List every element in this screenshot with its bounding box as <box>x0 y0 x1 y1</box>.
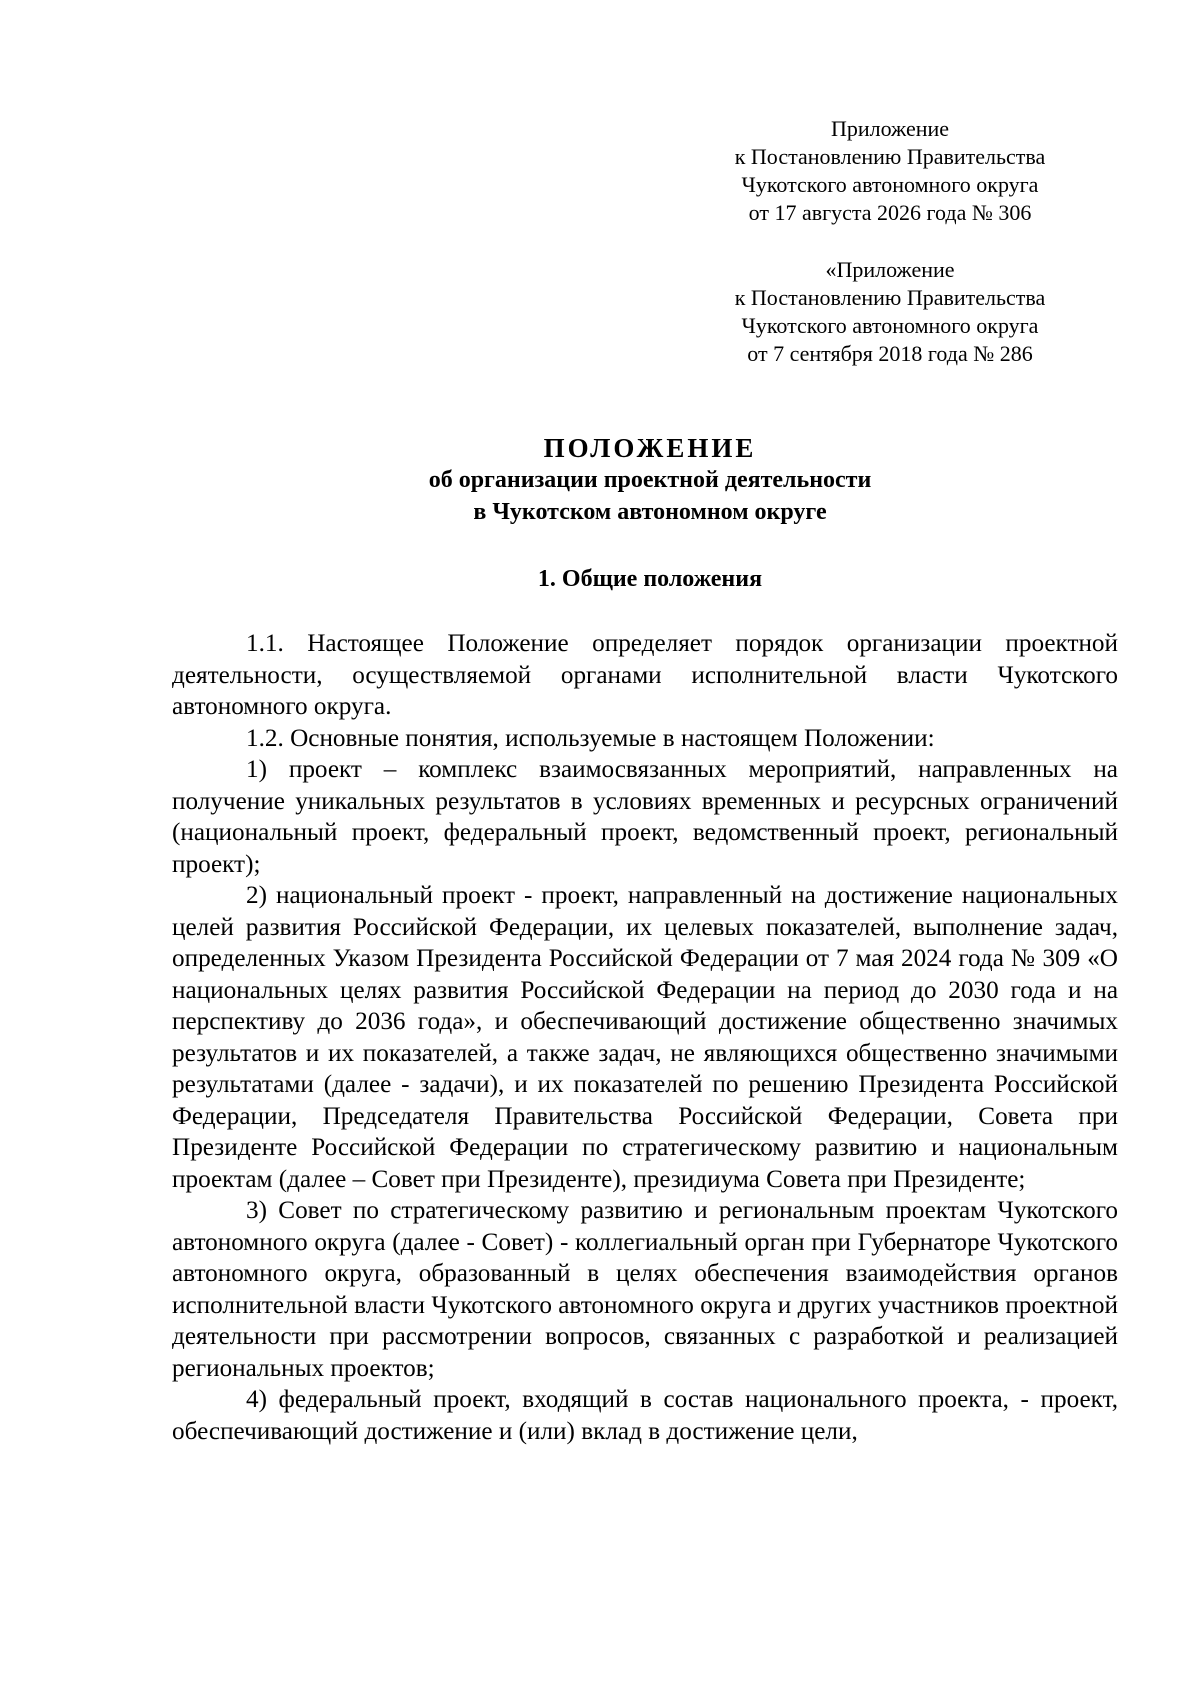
paragraph: 1.1. Настоящее Положение определяет порядок организации проектной деятельности, осуществляемой органами исполнительной власти Чукотского автономного округа. <box>172 630 1118 720</box>
attachment-line: от 7 сентября 2018 года № 286 <box>747 341 1033 366</box>
paragraph: 1.2. Основные понятия, используемые в настоящем Положении: <box>246 724 935 752</box>
title-subtitle-line: об организации проектной деятельности <box>428 467 872 493</box>
document-body <box>172 628 1118 1447</box>
attachment-line: к Постановлению Правительства <box>734 144 1046 169</box>
title-main: ПОЛОЖЕНИЕ <box>543 433 757 463</box>
attachment-line: от 17 августа 2026 года № 306 <box>748 200 1032 225</box>
attachment-header-current <box>690 115 1090 227</box>
attachment-line: Приложение <box>830 116 950 141</box>
attachment-header-previous <box>690 256 1090 368</box>
paragraph: 4) федеральный проект, входящий в состав национального проекта, - проект, обеспечивающий достижение и (или) вклад в достижение цели, <box>172 1386 1118 1445</box>
attachment-line: к Постановлению Правительства <box>734 285 1046 310</box>
paragraph: 1) проект – комплекс взаимосвязанных мероприятий, направленных на получение уникальных результатов в условиях временных и ресурсных ограничений (национальный проект, федеральный проект, ведомственный проект, региональный проект); <box>172 756 1118 878</box>
paragraph: 3) Совет по стратегическому развитию и региональным проектам Чукотского автономного округа (далее - Совет) - коллегиальный орган при Губернаторе Чукотского автономного округа, образованный в целях обеспечения взаимодействия органов исполнительной власти Чукотского автономного округа и других участников проектной деятельности при рассмотрении вопросов, связанных с разработкой и реализацией региональных проектов; <box>172 1197 1118 1382</box>
attachment-line: «Приложение <box>825 257 955 282</box>
attachment-line: Чукотского автономного округа <box>741 172 1039 197</box>
paragraph: 2) национальный проект - проект, направленный на достижение национальных целей развития Российской Федерации, их целевых показателей, выполнение задач, определенных Указом Президента Российской Федерации от 7 мая 2024 года № 309 «О национальных целях развития Российской Федерации на период до 2030 года и на перспективу до 2036 года», и обеспечивающий достижение общественно значимых результатов и их показателей, а также задач, не являющихся общественно значимыми результатами (далее - задачи), и их показателей по решению Президента Российской Федерации, Председателя Правительства Российской Федерации, Совета при Президенте Российской Федерации по стратегическому развитию и национальным проектам (далее – Совет при Президенте), президиума Совета при Президенте; <box>172 882 1118 1193</box>
document-title <box>150 432 1150 528</box>
section-heading: 1. Общие положения <box>537 566 763 592</box>
attachment-line: Чукотского автономного округа <box>741 313 1039 338</box>
title-subtitle-line: в Чукотском автономном округе <box>473 499 827 525</box>
